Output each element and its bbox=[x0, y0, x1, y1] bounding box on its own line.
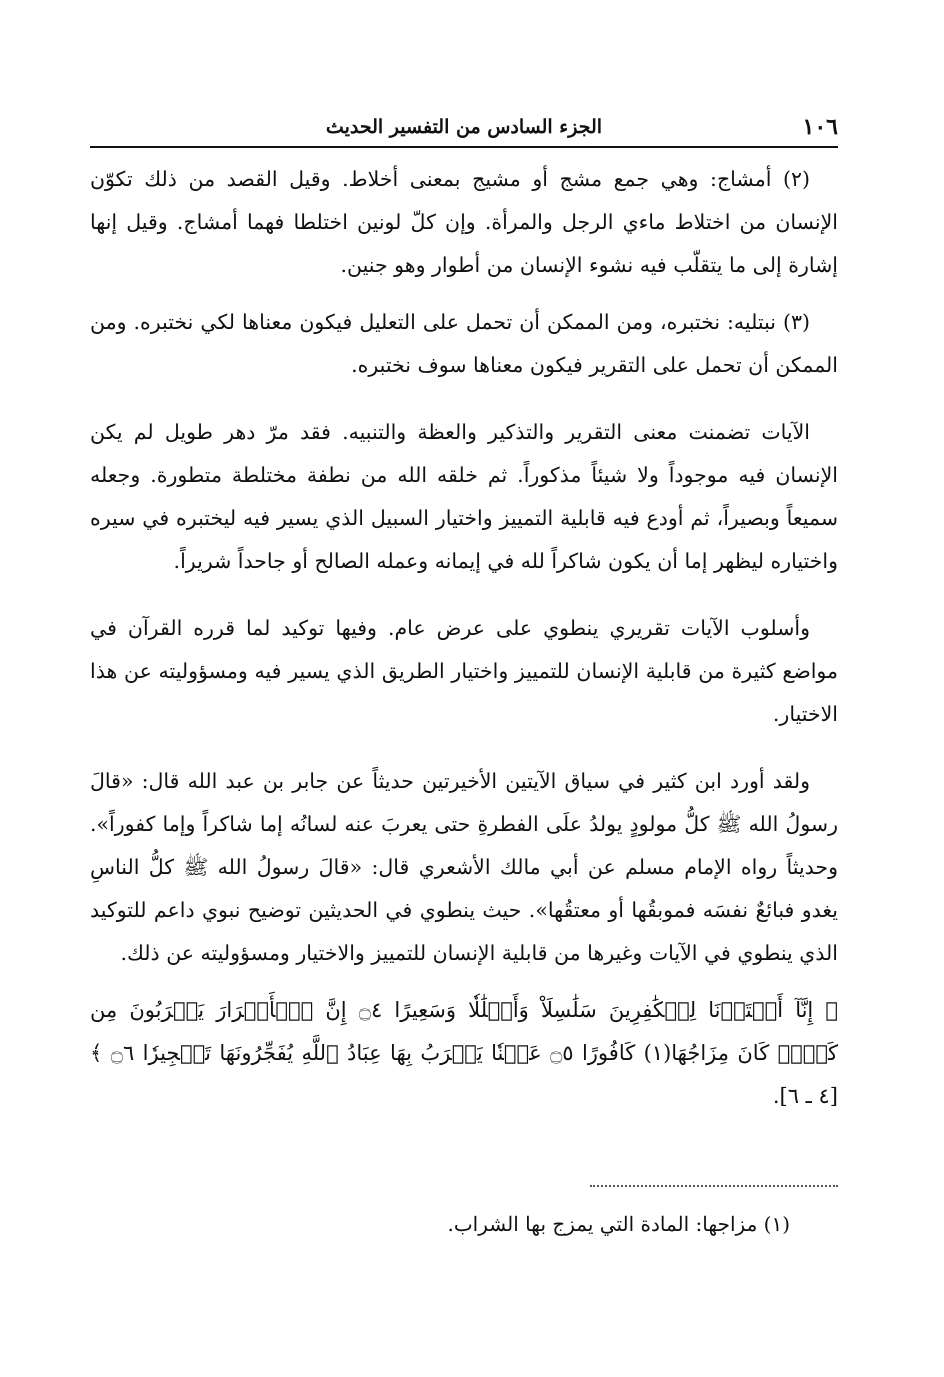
paragraph-3: ولقد أورد ابن كثير في سياق الآيتين الأخيرتين حديثاً عن جابر بن عبد الله قال: «قالَ رسولُ الله ﷺ كلُّ مولودٍ يولدُ علَى الفطرةِ حتى يعربَ عنه لسانُه إما شاكراً وإما كفوراً». وحديثاً رواه الإمام مسلم عن أبي مالك الأشعري قال: «قالَ رسولُ الله ﷺ كلُّ الناسِ يغدو فبائعٌ نفسَه فموبقُها أو معتقُها». حيث ينطوي في الحديثين توضيح نبوي داعم للتوكيد الذي ينطوي في الآيات وغيرها من قابلية الإنسان للتمييز والاختيار ومسؤوليته عن ذلك. bbox=[90, 769, 838, 965]
paragraph-2: وأسلوب الآيات تقريري ينطوي على عرض عام. وفيها توكيد لما قرره القرآن في مواضع كثيرة من قابلية الإنسان للتمييز واختيار الطريق الذي يسير فيه ومسؤوليته عن هذا الاختيار. bbox=[90, 616, 838, 726]
footnote: (١) مزاجها: المادة التي يمزج بها الشراب. bbox=[447, 1212, 790, 1236]
running-title: الجزء السادس من التفسير الحديث bbox=[325, 116, 603, 138]
note-nabtalih: (٣) نبتليه: نختبره، ومن الممكن أن تحمل على التعليل فيكون معناها لكي نختبره. ومن الممكن أن تحمل على التقرير فيكون معناها سوف نختبره. bbox=[90, 310, 838, 377]
page-header bbox=[90, 112, 838, 148]
footnote-separator bbox=[590, 1185, 838, 1187]
header-rule bbox=[90, 146, 838, 148]
paragraph-1: الآيات تضمنت معنى التقرير والتذكير والعظة والتنبيه. فقد مرّ دهر طويل لم يكن الإنسان فيه موجوداً ولا شيئاً مذكوراً. ثم خلقه الله من نطفة مختلطة متطورة. وجعله سميعاً وبصيراً، ثم أودع فيه قابلية التمييز واختيار السبيل الذي يسير فيه ليختبره في سيره واختياره ليظهر إما أن يكون شاكراً لله في إيمانه وعمله الصالح أو جاحداً شريراً. bbox=[90, 420, 838, 573]
page-number: ١٠٦ bbox=[802, 114, 838, 140]
quran-verse: ﴿ إِنَّآ أَعۡتَدۡنَا لِلۡكَٰفِرِينَ سَلَٰسِلَاْ وَأَغۡلَٰلٗا وَسَعِيرًا ۝٤ إِنَّ ٱلۡأَبۡرَارَ يَشۡرَبُونَ مِن كَأۡسٖ كَانَ مِزَاجُهَا(١) كَافُورًا ۝٥ عَيۡنٗا يَشۡرَبُ بِهَا عِبَادُ ٱللَّهِ يُفَجِّرُونَهَا تَفۡجِيرٗا ۝٦ ﴾ [٤ ـ ٦]. bbox=[90, 998, 838, 1108]
note-amshaj: (٢) أمشاج: وهي جمع مشج أو مشيج بمعنى أخلاط. وقيل القصد من ذلك تكوّن الإنسان من اختلاط ماءي الرجل والمرأة. وإن كلّ لونين اختلطا فهما أمشاج. وقيل إنها إشارة إلى ما يتقلّب فيه نشوء الإنسان من أطوار وهو جنين. bbox=[90, 167, 838, 277]
main-text bbox=[90, 158, 838, 1118]
